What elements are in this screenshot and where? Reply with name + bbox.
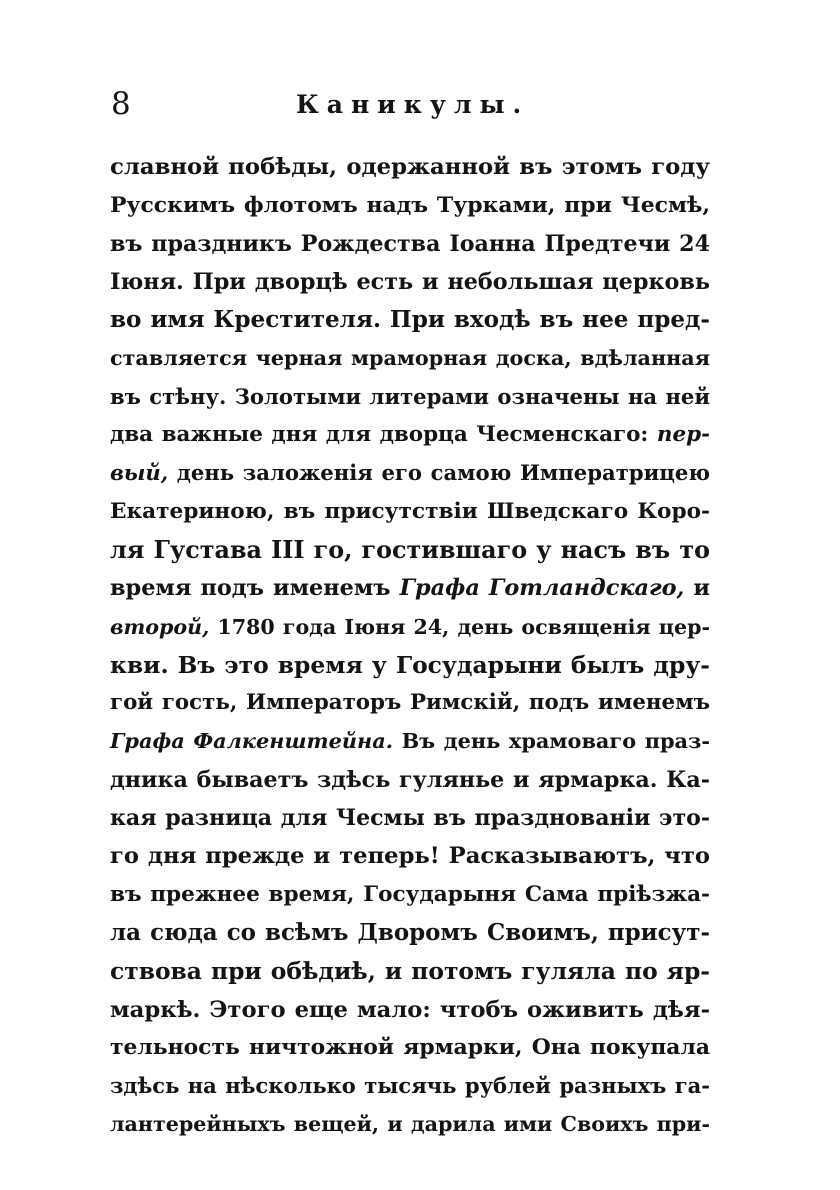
text-line: Русскимъ флотомъ надъ Турками, при Чесмѣ, bbox=[110, 192, 710, 219]
text-line: въ праздникъ Рождества Іоанна Предтечи 24 bbox=[110, 230, 710, 257]
page-header bbox=[0, 84, 840, 134]
text-line-plain: Въ день храмоваго праз- bbox=[392, 728, 710, 754]
text-line bbox=[110, 608, 710, 646]
body-text bbox=[110, 148, 710, 1144]
italic-text: второй, bbox=[110, 614, 210, 639]
text-line-plain: и bbox=[684, 575, 710, 602]
text-line: кви. Въ это время у Государыни былъ дру- bbox=[110, 650, 710, 679]
text-line bbox=[110, 454, 710, 492]
text-line bbox=[110, 569, 710, 607]
text-line bbox=[110, 722, 710, 760]
text-line: тельность ничтожной ярмарки, Она покупала bbox=[110, 1034, 710, 1060]
text-line: здѣсь на нѣсколько тысячь рублей разныхъ га- bbox=[110, 1073, 710, 1099]
italic-text: Графа Фалкенштейна. bbox=[110, 728, 393, 754]
text-line: дника бываетъ здѣсь гулянье и ярмарка. Ка- bbox=[110, 766, 710, 793]
text-line: славной побѣды, одержанной въ этомъ году bbox=[110, 154, 710, 180]
text-line-plain: время подъ именемъ bbox=[110, 575, 400, 602]
text-line: маркѣ. Этого еще мало: чтобъ оживить дѣя- bbox=[110, 996, 710, 1023]
text-line: кая разница для Чесмы въ празднованіи это- bbox=[110, 805, 710, 832]
running-title: Каникулы. bbox=[296, 90, 530, 119]
text-line: въ прежнее время, Государыня Сама пріѣзжа- bbox=[110, 881, 710, 907]
text-line-plain: два важные дня для дворца Чесменскаго: bbox=[110, 422, 657, 448]
text-line-plain: 1780 года Іюня 24, день освященія цер- bbox=[209, 614, 710, 639]
text-line-plain: день заложенія его самою Императрицею bbox=[168, 460, 710, 486]
page-number: 8 bbox=[111, 86, 131, 122]
text-line: Екатериною, въ присутствіи Шведскаго Коро- bbox=[110, 498, 710, 524]
text-line bbox=[110, 416, 710, 454]
text-line: го дня прежде и теперь! Расказываютъ, что bbox=[110, 843, 710, 870]
text-line: ла сюда со всѣмъ Дворомъ Своимъ, присут- bbox=[110, 918, 710, 946]
text-line: въ стѣну. Золотыми литерами означены на ней bbox=[110, 383, 710, 409]
text-line: лантерейныхъ вещей, и дарила ими Своихъ при- bbox=[110, 1112, 710, 1137]
italic-text: пер- bbox=[656, 422, 710, 448]
text-line: во имя Крестителя. При входѣ въ нее пред- bbox=[110, 306, 710, 334]
text-line: ля Густава III го, гостившаго у насъ въ то bbox=[110, 535, 710, 564]
italic-text: вый, bbox=[110, 460, 169, 486]
italic-text: Графа Готландскаго, bbox=[399, 575, 685, 602]
text-line: Іюня. При дворцѣ есть и небольшая церковь bbox=[110, 268, 710, 295]
text-line: ствова при обѣдиѣ, и потомъ гуляла по яр- bbox=[110, 957, 710, 986]
text-line: гой гость, Императоръ Римскій, подъ именемъ bbox=[110, 690, 710, 716]
text-line: ставляется черная мраморная доска, вдѣланная bbox=[110, 346, 710, 371]
